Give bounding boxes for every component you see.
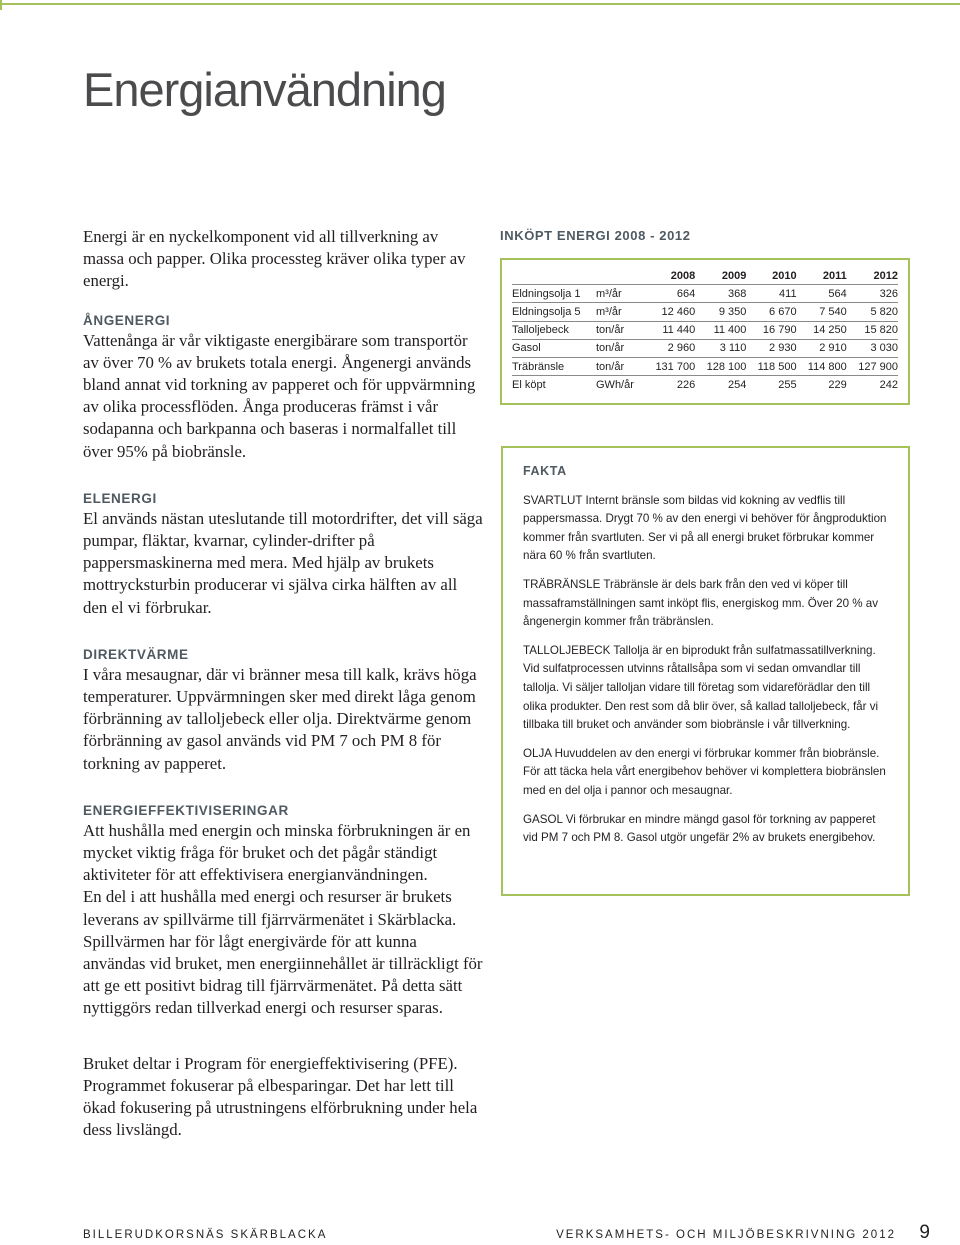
row-value: 368 bbox=[695, 285, 746, 303]
section-heading: ENERGIEFFEKTIVISERINGAR bbox=[83, 802, 289, 818]
row-value: 564 bbox=[797, 285, 847, 303]
row-value: 326 bbox=[847, 285, 898, 303]
header-cell-year: 2009 bbox=[695, 267, 746, 285]
row-value: 411 bbox=[746, 285, 796, 303]
row-value: 3 030 bbox=[847, 339, 898, 357]
section-text: I våra mesaugnar, där vi bränner mesa till kalk, krävs höga temperaturer. Uppvärmningen sker med direkt låga genom förbränning av talloljebeck eller olja. Direktvärme genom förbränning av gasol används vid PM 7 och PM 8 för torkning av papperet. bbox=[83, 664, 477, 773]
section-text: El används nästan uteslutande till motordrifter, det vill säga pumpar, fläktar, kvarnar, cylinder-drifter på pappersmaskinerna med mera. Med hjälp av brukets mottrycksturbin producerar vi själva cirka hälften av all den el vi förbrukar. bbox=[83, 508, 483, 617]
table-header-row bbox=[512, 267, 898, 285]
page-title: Energianvändning bbox=[83, 63, 446, 116]
row-value: 664 bbox=[644, 285, 695, 303]
header-cell-year: 2010 bbox=[746, 267, 796, 285]
header-cell-year: 2012 bbox=[847, 267, 898, 285]
page-number: 9 bbox=[919, 1222, 930, 1243]
section-elenergi bbox=[83, 491, 483, 619]
closing-paragraph: Bruket deltar i Program för energieffektivisering (PFE). Programmet fokuserar på elbesparingar. Det har lett till ökad fokusering på utrustningens elförbrukning under hela dess livslängd. bbox=[83, 1053, 478, 1140]
row-unit: ton/år bbox=[596, 357, 644, 375]
row-value: 254 bbox=[728, 378, 747, 391]
table-row bbox=[512, 376, 898, 394]
closing-block bbox=[83, 1053, 483, 1142]
row-value: 2 930 bbox=[746, 339, 796, 357]
table-box bbox=[500, 258, 910, 405]
top-rule-tick bbox=[0, 0, 2, 10]
row-value: 6 670 bbox=[746, 303, 796, 321]
section-text: En del i att hushålla med energi och resurser är brukets leverans av spillvärme till fjärrvärmenätet i Skärblacka. Spillvärmen har för lågt energivärde för att kunna användas vid bruket, men energiinnehållet är tillräckligt för att ge ett positivt bidrag till fjärrvärmenätet. På detta sätt nyttiggörs redan tillverkad energi och resurser sparas. bbox=[83, 887, 483, 1018]
row-value: 128 100 bbox=[695, 357, 746, 375]
table-heading: INKÖPT ENERGI 2008 - 2012 bbox=[500, 228, 691, 243]
row-value: 12 460 bbox=[644, 303, 695, 321]
row-unit: ton/år bbox=[596, 339, 644, 357]
footer-publication: VERKSAMHETS- OCH MILJÖBESKRIVNING 2012 bbox=[556, 1229, 896, 1241]
row-value: 226 bbox=[676, 378, 696, 391]
section-angenergi bbox=[83, 313, 483, 463]
table-row bbox=[512, 303, 898, 321]
facts-heading: FAKTA bbox=[523, 464, 567, 478]
row-value: 16 790 bbox=[746, 321, 796, 339]
header-cell-year: 2011 bbox=[797, 267, 847, 285]
row-value: 9 350 bbox=[695, 303, 746, 321]
table-row bbox=[512, 357, 898, 375]
header-cell-year: 2008 bbox=[644, 267, 695, 285]
fact-gasol: GASOL Vi förbrukar en mindre mängd gasol för torkning av papperet vid PM 7 och PM 8. Gasol utgör ungefär 2% av brukets energibehov. bbox=[523, 812, 876, 845]
row-value: 2 910 bbox=[797, 339, 847, 357]
top-rule-line bbox=[0, 3, 960, 5]
energy-table-block bbox=[500, 228, 910, 405]
row-name: Gasol bbox=[512, 339, 596, 357]
row-value: 229 bbox=[828, 378, 847, 391]
fact-talloljebeck: TALLOLJEBECK Tallolja är en biprodukt från sulfatmassatillverkning. Vid sulfatprocessen utvinns råtallsåpa som vi sedan omvandlar till tallolja. Vi säljer talloljan vidare till företag som vidareförädlar den till olika produkter. Den rest som då blir över, så kallad talloljebeck, får vi tillbaka till bruket och använder som biobränsle i vår tillverkning. bbox=[523, 643, 879, 732]
header-cell-unit bbox=[596, 267, 644, 285]
row-value: 5 820 bbox=[847, 303, 898, 321]
facts-box bbox=[501, 446, 910, 896]
header-cell-name bbox=[512, 267, 596, 285]
row-value: 14 250 bbox=[797, 321, 847, 339]
row-value: 118 500 bbox=[746, 357, 796, 375]
row-value: 11 400 bbox=[695, 321, 746, 339]
row-unit: m³/år bbox=[596, 285, 644, 303]
row-value: 3 110 bbox=[695, 339, 746, 357]
row-value: 131 700 bbox=[644, 357, 695, 375]
row-value: 2 960 bbox=[644, 339, 695, 357]
left-column bbox=[83, 226, 483, 1142]
footer-company: BILLERUDKORSNÄS SKÄRBLACKA bbox=[83, 1229, 328, 1241]
section-heading: DIREKTVÄRME bbox=[83, 646, 189, 662]
intro-paragraph: Energi är en nyckelkomponent vid all tillverkning av massa och papper. Olika processteg kräver olika typer av energi. bbox=[83, 227, 466, 291]
fact-trabransle: TRÄBRÄNSLE Träbränsle är dels bark från den ved vi köper till massaframställningen samt inköpt flis, energiskog mm. Över 20 % av ångenergin kommer från träbränslen. bbox=[523, 577, 879, 629]
table-row bbox=[512, 339, 898, 357]
row-name: Träbränsle bbox=[512, 357, 596, 375]
section-heading: ÅNGENERGI bbox=[83, 312, 171, 328]
row-value: 15 820 bbox=[847, 321, 898, 339]
table-row bbox=[512, 321, 898, 339]
section-energieffektiviseringar bbox=[83, 803, 483, 1020]
row-unit: ton/år bbox=[596, 321, 644, 339]
row-name: Eldningsolja 1 bbox=[512, 285, 596, 303]
row-value: 7 540 bbox=[797, 303, 847, 321]
row-value: 127 900 bbox=[847, 357, 898, 375]
table-row bbox=[512, 285, 898, 303]
top-rule bbox=[0, 0, 960, 10]
row-unit: m³/år bbox=[596, 303, 644, 321]
row-value: 242 bbox=[879, 378, 898, 391]
fact-svartlut: SVARTLUT Internt bränsle som bildas vid kokning av vedflis till pappersmassa. Drygt 70 % av den energi vi behöver för ångproduktion kommer från svartluten. Ser vi på all energi bruket förbrukar kommer nära 60 % från svartluten. bbox=[523, 493, 887, 563]
row-value: 114 800 bbox=[797, 357, 847, 375]
row-name: El köpt bbox=[512, 378, 546, 391]
section-text: Vattenånga är vår viktigaste energibärare som transportör av över 70 % av brukets totala energi. Ångenergi används bland annat vid torkning av papperet och för uppvärmning av olika processflöden. Ånga produceras främst i vår sodapanna och barkpanna och baseras i normalfallet till över 95% på biobränsle. bbox=[83, 330, 476, 461]
row-name: Talloljebeck bbox=[512, 321, 596, 339]
row-value: 11 440 bbox=[644, 321, 695, 339]
row-value: 255 bbox=[778, 378, 797, 391]
section-text: Att hushålla med energin och minska förbrukningen är en mycket viktig fråga för bruket och det pågår ständigt aktiviteter för att effektivisera energianvändningen. bbox=[83, 820, 471, 885]
row-unit: GWh/år bbox=[596, 378, 634, 391]
section-heading: ELENERGI bbox=[83, 490, 157, 506]
row-name: Eldningsolja 5 bbox=[512, 303, 596, 321]
fact-olja: OLJA Huvuddelen av den energi vi förbrukar kommer från biobränsle. För att täcka hela vårt energibehov behöver vi komplettera biobränslen med en del olja i pannor och mesaugnar. bbox=[523, 746, 886, 797]
section-direktvarme bbox=[83, 647, 483, 775]
energy-table bbox=[512, 267, 898, 393]
